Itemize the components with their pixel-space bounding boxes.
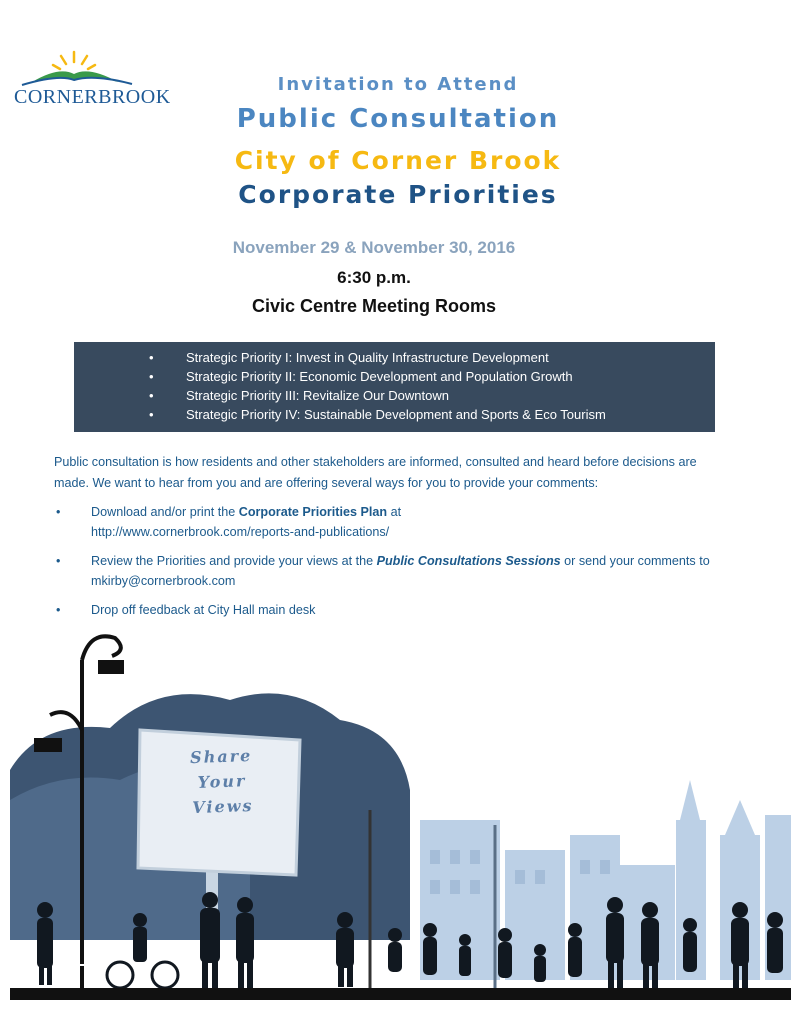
page-title: Public Consultation xyxy=(236,104,560,134)
billboard-text xyxy=(146,741,300,876)
priority-item: • Strategic Priority II: Economic Development and Population Growth xyxy=(186,367,715,386)
event-time: 6:30 p.m. xyxy=(337,268,411,287)
event-venue: Civic Centre Meeting Rooms xyxy=(251,296,497,316)
action-text: at xyxy=(387,505,402,519)
billboard-line: Views xyxy=(192,795,254,818)
invitation-heading: Invitation to Attend xyxy=(277,74,519,95)
event-dates: November 29 & November 30, 2016 xyxy=(232,238,516,257)
logo-wordmark: CORNERBROOK xyxy=(14,86,171,108)
plan-name: Corporate Priorities Plan xyxy=(238,505,388,519)
priorities-panel xyxy=(74,342,715,432)
action-text: Review the Priorities and provide your views at the xyxy=(91,554,377,568)
action-list xyxy=(54,502,734,629)
priority-item: • Strategic Priority III: Revitalize Our Downtown xyxy=(186,386,715,405)
sessions-name: Public Consultations Sessions xyxy=(376,554,561,568)
city-street-illustration xyxy=(0,620,791,1024)
intro-paragraph: Public consultation is how residents and other stakeholders are informed, consulted and heard before decisions are made. We want to hear from you and are offering several ways for you to provide your comments: xyxy=(54,455,697,490)
plan-url-link[interactable]: http://www.cornerbrook.com/reports-and-publications/ xyxy=(91,525,390,539)
action-text: Download and/or print the xyxy=(91,505,239,519)
action-download xyxy=(54,502,734,542)
subject-heading: Corporate Priorities xyxy=(238,180,558,209)
action-dropoff: • Drop off feedback at City Hall main desk xyxy=(54,600,734,620)
city-heading: City of Corner Brook xyxy=(234,146,562,175)
priorities-list xyxy=(74,342,715,424)
action-review xyxy=(54,551,734,591)
billboard-line: Your xyxy=(197,771,247,792)
email-link[interactable]: mkirby@cornerbrook.com xyxy=(91,574,236,588)
priority-item: • Strategic Priority IV: Sustainable Development and Sports & Eco Tourism xyxy=(186,405,715,424)
billboard-line: Share xyxy=(189,745,253,768)
priority-item: • Strategic Priority I: Invest in Quality Infrastructure Development xyxy=(186,348,715,367)
action-text: or send your comments to xyxy=(560,554,710,568)
